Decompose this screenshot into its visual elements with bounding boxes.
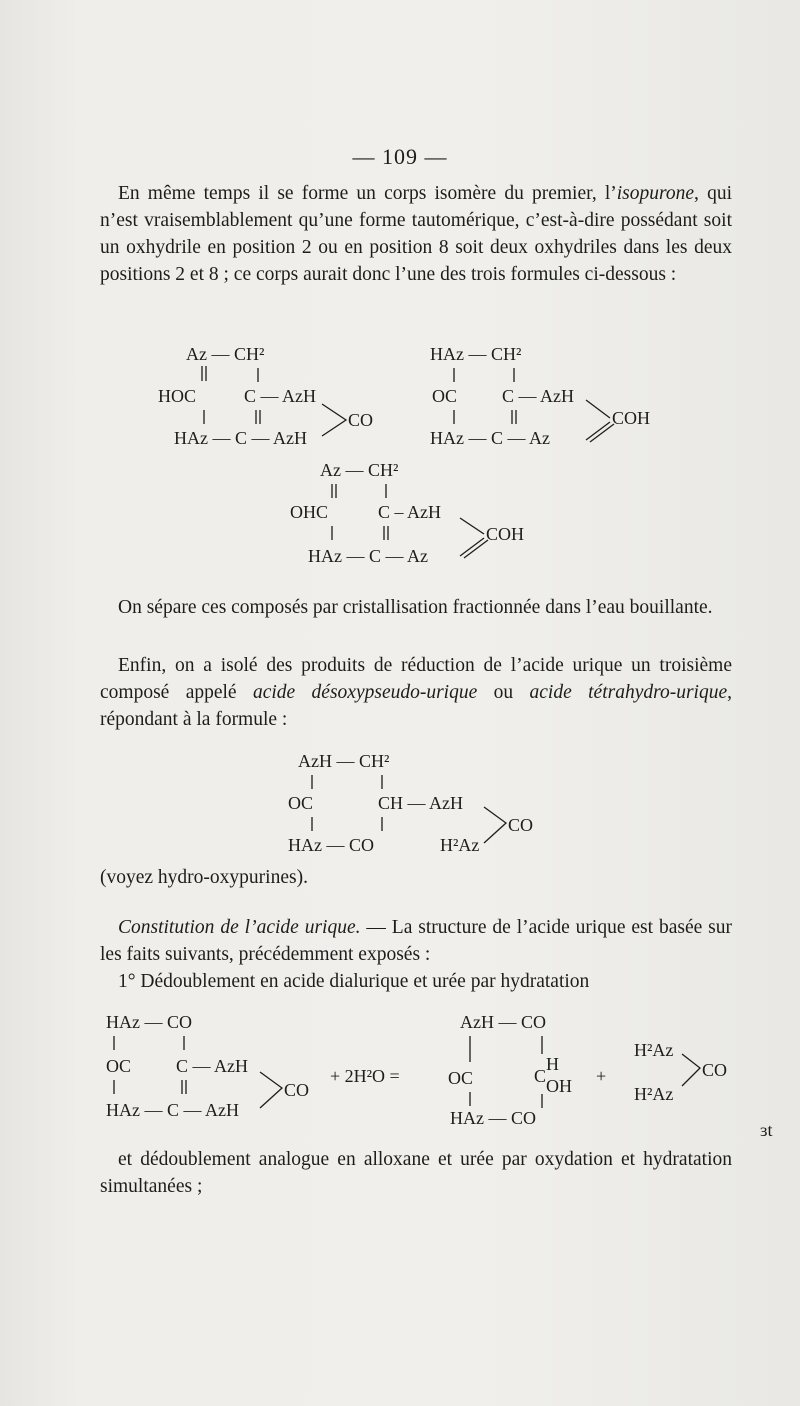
p3-text-e: , répondant à la formule : [100, 682, 732, 730]
p5-text: — La structure de l’acide urique est basée sur les faits suivants, précédemment exposés : [100, 917, 732, 965]
p3-text-a: Enfin, on a isolé des produits de réduction de l’acide urique un troisième composé appelé [100, 655, 732, 703]
f4-line4: HAz — CO [288, 835, 374, 855]
f1-co: CO [348, 410, 374, 430]
eq-left-line4: HAz — C — AzH [106, 1100, 239, 1120]
f2-line2: OC [432, 386, 458, 406]
f4-line2: OC [288, 793, 314, 813]
eq-mid-line1: AzH — CO [460, 1012, 546, 1032]
eq-mid-h: H [546, 1054, 559, 1074]
f2-line4: HAz — C — Az [430, 428, 550, 448]
paragraph-isopurone [100, 180, 732, 288]
formula-isopurone-3 [286, 452, 546, 582]
eq-left-line2: OC [106, 1056, 132, 1076]
paragraph-separation [100, 594, 732, 621]
f3-line1: Az — CH² [320, 460, 399, 480]
margin-mark: ɜt [760, 1120, 773, 1140]
f1-line3: C — AzH [244, 386, 316, 406]
eq-operator-plus: + [596, 1066, 607, 1086]
f3-coh: COH [486, 524, 525, 544]
f2-line1: HAz — CH² [430, 344, 522, 364]
paragraph-see-also [100, 864, 732, 891]
f2-coh: COH [612, 408, 651, 428]
f4-co: CO [508, 815, 534, 835]
f3-line3: C – AzH [378, 502, 441, 522]
p1-text-c: , qui n’est vraisemblablement qu’une forme tautomérique, c’est-à-dire possédant soit un oxhydrile en position 2 ou en position 8 soit deux oxhydriles dans les deux positions 2 et 8 ; ce corps aurait donc l’une des trois formules ci-dessous : [100, 183, 732, 285]
p3-text-c: ou [477, 682, 530, 703]
eq-mid-line4: HAz — CO [450, 1108, 536, 1128]
f2-line3: C — AzH [502, 386, 574, 406]
f1-line1: Az — CH² [186, 344, 265, 364]
eq-mid-c: C [534, 1066, 547, 1086]
f4-line3: CH — AzH [378, 793, 463, 813]
eq-operator-plus-water: + 2H²O = [330, 1066, 400, 1086]
equation-dialuric-hydration [100, 1002, 750, 1142]
f1-line2: HOC [158, 386, 197, 406]
f3-line4: HAz — C — Az [308, 546, 428, 566]
p6-text: 1° Dédoublement en acide dialurique et urée par hydratation [118, 971, 590, 992]
eq-right-h2az-top: H²Az [634, 1040, 674, 1060]
f1-line4: HAz — C — AzH [174, 428, 307, 448]
p1-text-a: En même temps il se forme un corps isomère du premier, l’ [118, 183, 617, 204]
term-desoxypseudo-urique: acide désoxypseudo-urique [252, 682, 478, 703]
eq-left-line3: C — AzH [176, 1056, 248, 1076]
eq-right-h2az-bottom: H²Az [634, 1084, 674, 1104]
eq-left-line1: HAz — CO [106, 1012, 192, 1032]
paragraph-constitution [100, 914, 732, 995]
term-isopurone: isopurone [616, 183, 695, 204]
paragraph-alloxane [100, 1146, 732, 1200]
p2-text: On sépare ces composés par cristallisation fractionnée dans l’eau bouillante. [118, 597, 713, 618]
paragraph-tetrahydro [100, 652, 732, 733]
f4-line1: AzH — CH² [298, 751, 390, 771]
formula-isopurone-2 [422, 340, 682, 460]
term-tetrahydro-urique: acide tétrahydro-urique [529, 682, 728, 703]
f3-line2: OHC [290, 502, 329, 522]
eq-right-co: CO [702, 1060, 728, 1080]
eq-mid-oh: OH [546, 1076, 572, 1096]
section-heading-constitution: Constitution de l’acide urique. [118, 917, 361, 938]
f4-h2az: H²Az [440, 835, 480, 855]
eq-left-co: CO [284, 1080, 310, 1100]
formula-tetrahydro-urique [278, 745, 558, 865]
p7-text: et dédoublement analogue en alloxane et urée par oxydation et hydratation simultanées ; [100, 1149, 732, 1197]
page-number: — 109 — [352, 144, 448, 169]
p4-text: (voyez hydro-oxypurines). [100, 867, 308, 888]
eq-mid-oc: OC [448, 1068, 474, 1088]
formula-isopurone-1 [150, 340, 410, 460]
